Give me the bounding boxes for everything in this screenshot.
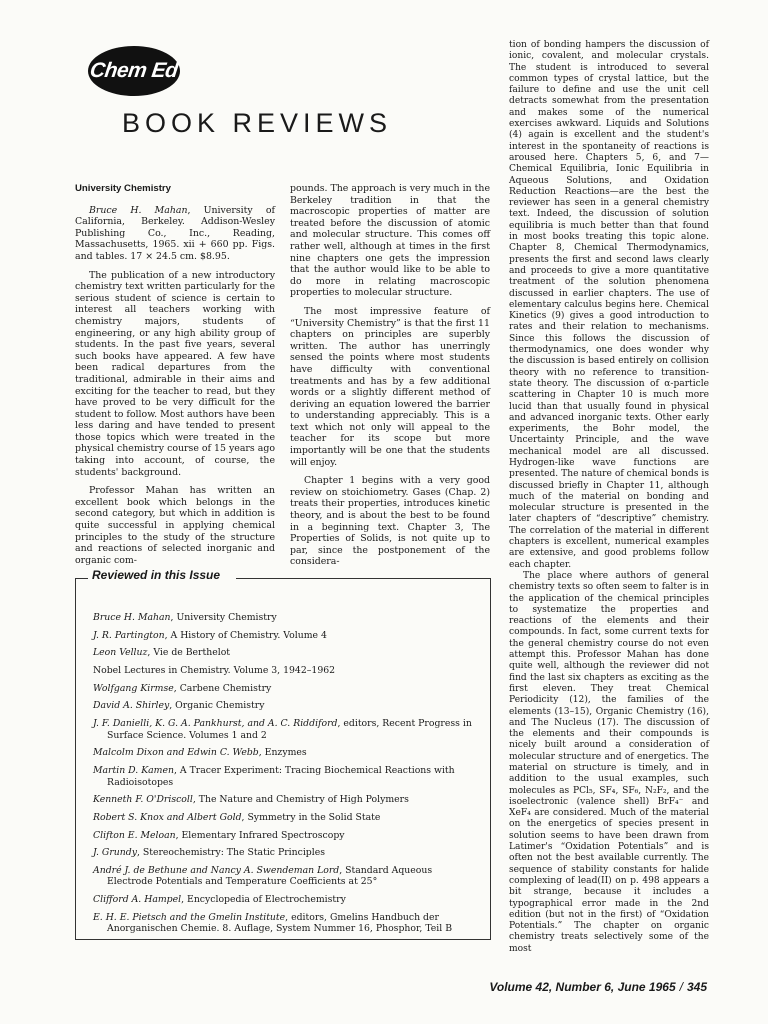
paragraph: The publication of a new introductory chemistry text written particularly for the serious student of science is certain to interest all teachers working with chemistry majors, students of engineering, or any high ability group of students. In the past five years, several such books have appeared. A few have been radical departures from the traditional, admirable in their aims and exciting for the teacher to read, but they have proved to be very difficult for the student to follow. Most authors have been less daring and have tended to present those topics which were treated in the physical chemistry course of 15 years ago taking into account, of course, the students' background. [75,269,275,478]
list-item: David A. Shirley, Organic Chemistry [93,700,265,712]
list-item: André J. de Bethune and Nancy A. Swendeman Lord, Standard Aqueous Electrode Potentials and Temperature Coefficients at 25° [93,864,433,888]
paragraph: Professor Mahan has written an excellent book which belongs in the second category, but which in addition is quite successful in applying chemical principles to the study of the structure and reactions of selected inorganic and organic com- [75,485,275,566]
list-item: J. F. Danielli, K. G. A. Pankhurst, and A. C. Riddiford, editors, Recent Progress in Surface Science. Volumes 1 and 2 [93,718,472,741]
paragraph: The most impressive feature of “University Chemistry” is that the first 11 chapters on principles are superbly written. The author has unerringly sensed the points where most students have difficulty with conventional treatments and has by a few additional words or a slightly different method of deriving an equation lowered the barrier to understanding appreciably. This is a text which not only will appeal to the teacher for its scope but more importantly will be one that the students will enjoy. [290,305,490,468]
review-citation [75,205,275,263]
list-item: Bruce H. Mahan, University Chemistry [93,612,277,623]
paragraph: tion of bonding hampers the discussion of ionic, covalent, and molecular crystals. The student is introduced to several common types of crystal lattice, but the failure to define and use the unit cell detracts somewhat from the presentation and makes some of the numerical exercises awkward. Liquids and Solutions (4) again is excellent and the student's interest in the spontaneity of reactions is aroused here. Chapters 5, 6, and 7—Chemical Equilibria, Ionic Equilibria in Aqueous Solutions, and Oxidation Reduction Reactions—are the best the reviewer has seen in a general chemistry text. Indeed, the discussion of solution equilibria is much better than that found in most books treating this topic alone. Chapter 8, Chemical Thermodynamics, presents the first and second laws clearly and proceeds to give a more quantitative treatment of the solution phenomena discussed in earlier chapters. The use of elementary calculus begins here. Chemical Kinetics (9) gives a good introduction to rates and their relation to mechanisms. Since this follows the discussion of thermodynamics, one does wonder why the discussion is based entirely on collision theory with no reference to transition-state theory. The discussion of α-particle scattering in Chapter 10 is much more lucid than that usually found in physical and advanced inorganic texts. Other early experiments, the Bohr model, the Uncertainty Principle, and the wave mechanical model are all discussed. Hydrogen-like wave functions are presented. The nature of chemical bonds is discussed briefly in Chapter 11, although much of the material on bonding and molecular structure is presented in the later chapters of “descriptive” chemistry. The correlation of the material in different chapters is excellent, numerical examples are extensive, and good problems follow each chapter. [509,40,709,570]
list-item: Leon Velluz, Vie de Berthelot [93,647,231,659]
list-item: Clifford A. Hampel, Encyclopedia of Electrochemistry [93,894,346,906]
list-item: Robert S. Knox and Albert Gold, Symmetry in the Solid State [93,811,381,823]
reviewed-in-issue-label: Reviewed in this Issue [88,568,224,582]
list-item: Martin D. Kamen, A Tracer Experiment: Tracing Biochemical Reactions with Radioisotopes [93,765,455,788]
review-column-2 [290,183,490,575]
list-item: Wolfgang Kirmse, Carbene Chemistry [93,682,272,694]
citation-author: Bruce H. Mahan [89,204,188,216]
paragraph: Chapter 1 begins with a very good review on stoichiometry. Gases (Chap. 2) treats their properties, introduces kinetic theory, and is about the best to be found in a beginning text. Chapter 3, The Properties of Solids, is not quite up to par, since the postponement of the considera- [290,475,490,568]
review-column-1 [75,183,275,573]
footer-separator: / [679,980,683,994]
paragraph: The place where authors of general chemistry texts so often seem to falter is in the application of the chemical principles to systematize the properties and reactions of the elements and their compounds. In fact, some current texts for the general chemistry course do not even attempt this. Professor Mahan has done quite well, although the reviewer did not find the last six chapters as exciting as the first eleven. They treat Chemical Periodicity (12), the families of the elements (13–15), Organic Chemistry (16), and The Nucleus (17). The discussion of the elements and their compounds is nicely built around a consideration of molecular structure and of energetics. The material on structure is timely, and in addition to the usual examples, such molecules as PCl₅, SF₄, SF₆, N₂F₂, and the isoelectronic (valence shell) BrF₄⁻ and XeF₄ are considered. Much of the material on the energetics of species present in solution seems to have been drawn from Latimer's “Oxidation Potentials” and is often not the best available currently. The sequence of stability constants for halide complexing of lead(II) on p. 498 appears a bit strange, because it includes a typographical error made in the 2nd edition (but not in the first) of “Oxidation Potentials.” The chapter on organic chemistry treats selectively some of the most [509,570,709,954]
review-column-3 [509,40,709,955]
list-item: Clifton E. Meloan, Elementary Infrared Spectroscopy [93,829,345,841]
list-item: Kenneth F. O'Driscoll, The Nature and Chemistry of High Polymers [93,794,409,806]
list-item: E. H. E. Pietsch and the Gmelin Institute, editors, Gmelins Handbuch der Anorganischen Chemie. 8. Auflage, System Nummer 16, Phosphor, Teil B [93,911,453,935]
reviewed-books-list [93,612,473,941]
list-item: J. Grundy, Stereochemistry: The Static Principles [93,847,326,859]
citation-details: , University of California, Berkeley. Addison-Wesley Publishing Co., Inc., Reading, Massachusetts, 1965. xii + 660 pp. Figs. and tables. 17 × 24.5 cm. $8.95. [75,204,275,262]
list-item: Malcolm Dixon and Edwin C. Webb, Enzymes [93,747,307,759]
page-footer [489,980,707,994]
paragraph: pounds. The approach is very much in the Berkeley tradition in that the macroscopic properties of matter are treated before the discussion of atomic and molecular structure. This comes off rather well, although at times in the first nine chapters one gets the impression that the author would like to be able to do more in relating macroscopic properties to molecular structure. [290,183,490,299]
review-heading: University Chemistry [75,183,171,194]
issue-info: Volume 42, Number 6, June 1965 [489,980,676,994]
page-title: BOOK REVIEWS [122,108,393,138]
chemed-logo: Chem Ed [88,46,180,96]
list-item: Nobel Lectures in Chemistry. Volume 3, 1942–1962 [93,665,336,677]
box-top-rule [75,578,89,579]
list-item: J. R. Partington, A History of Chemistry. Volume 4 [93,629,327,641]
box-top-rule [236,578,490,579]
page-number: 345 [686,980,707,994]
